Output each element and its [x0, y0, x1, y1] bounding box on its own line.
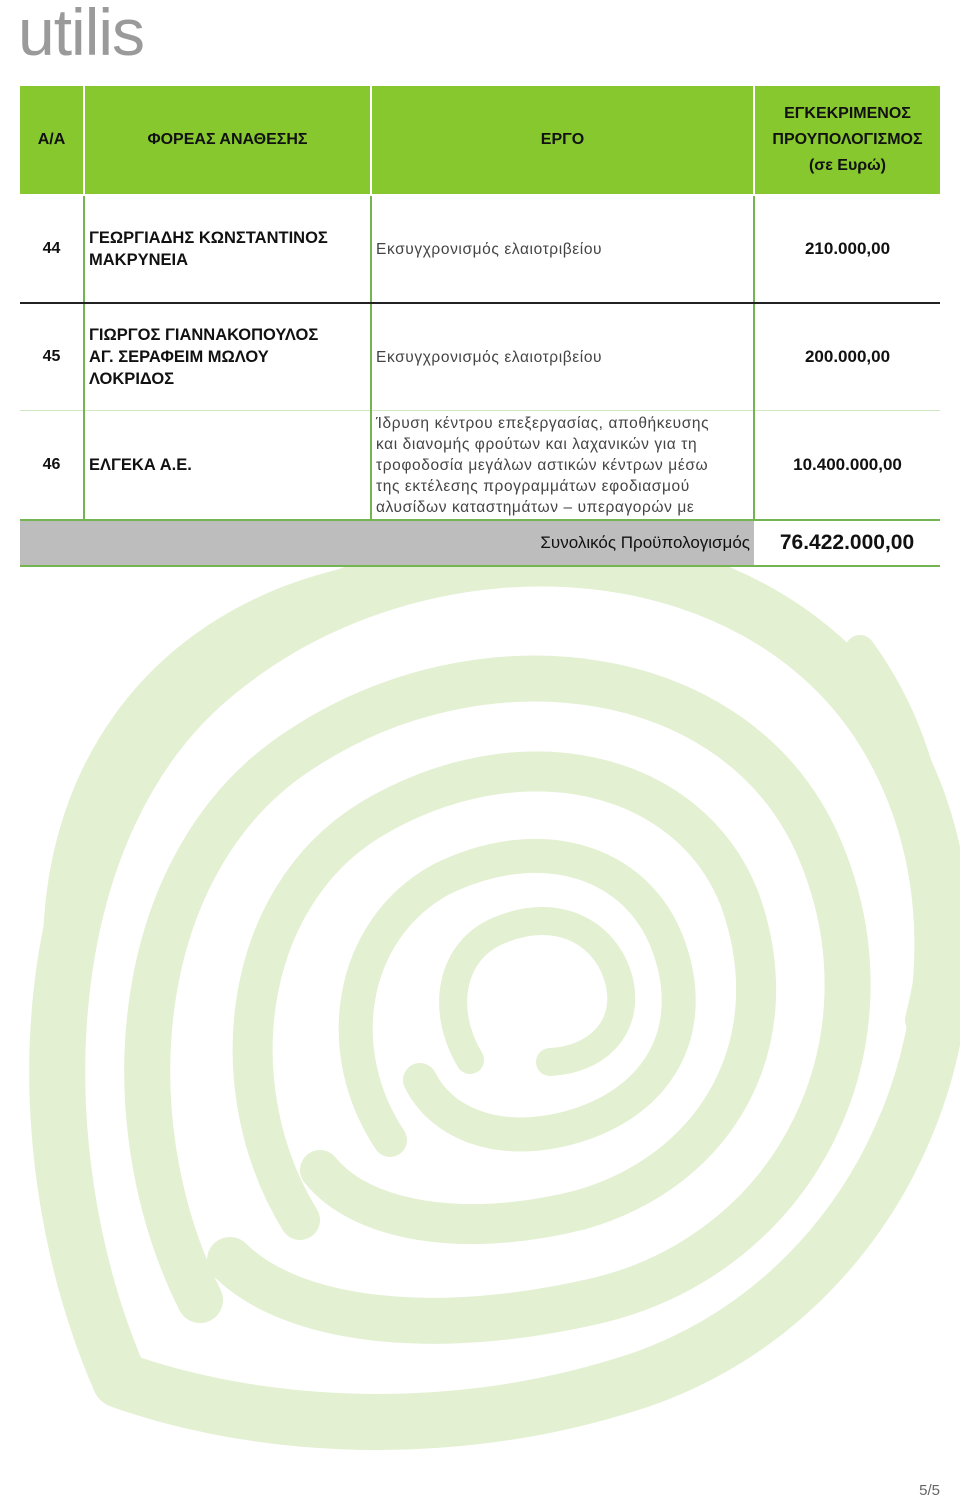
- row-number: 45: [20, 303, 84, 411]
- header-ergo: ΕΡΓΟ: [371, 86, 754, 195]
- ergo-line: αλυσίδων καταστημάτων – υπεραγορών με: [376, 498, 695, 516]
- foreas-cell: [84, 303, 371, 411]
- row-number: 46: [42, 456, 61, 473]
- header-budget-line1: ΕΓΚΕΚΡΙΜΕΝΟΣ: [784, 105, 911, 122]
- utilis-logo: utilis: [18, 0, 145, 69]
- total-value: 76.422.000,00: [754, 520, 940, 566]
- foreas-cell: [84, 195, 371, 303]
- foreas-line: ΓΙΩΡΓΟΣ ΓΙΑΝΝΑΚΟΠΟΥΛΟΣ: [89, 326, 319, 344]
- header-foreas: ΦΟΡΕΑΣ ΑΝΑΘΕΣΗΣ: [84, 86, 371, 195]
- total-row: [20, 520, 940, 566]
- amount-cell: 210.000,00: [754, 195, 940, 303]
- ergo-line: τροφοδοσία μεγάλων αστικών κέντρων μέσω: [376, 456, 709, 474]
- header-budget-line3: (σε Ευρώ): [808, 157, 887, 174]
- amount-cell: 200.000,00: [754, 303, 940, 411]
- header-aa: Α/Α: [20, 86, 84, 195]
- ergo-cell: Εκσυγχρονισμός ελαιοτριβείου: [371, 195, 754, 303]
- ergo-line: Ίδρυση κέντρου επεξεργασίας, αποθήκευσης: [376, 414, 710, 432]
- header-budget-line2: ΠΡΟΥΠΟΛΟΓΙΣΜΟΣ: [772, 131, 923, 148]
- amount-cell: 10.400.000,00: [754, 411, 940, 521]
- foreas-line: ΛΟΚΡΙΔΟΣ: [89, 370, 175, 388]
- ergo-line: και διανομής φρούτων και λαχανικών για τη: [376, 435, 698, 453]
- foreas-line: ΓΕΩΡΓΙΑΔΗΣ ΚΩΝΣΤΑΝΤΙΝΟΣ: [89, 229, 328, 247]
- foreas-cell: ΕΛΓΕΚΑ Α.Ε.: [84, 411, 371, 521]
- table-header-row: [20, 86, 940, 195]
- ergo-line: της εκτέλεσης προγραμμάτων εφοδιασμού: [376, 477, 690, 495]
- table-row: [20, 303, 940, 411]
- ergo-cell: Εκσυγχρονισμός ελαιοτριβείου: [371, 303, 754, 411]
- header-budget: [754, 86, 940, 195]
- foreas-line: ΜΑΚΡΥΝΕΙΑ: [89, 251, 189, 269]
- total-label: Συνολικός Προϋπολογισμός: [20, 520, 754, 566]
- foreas-line: ΑΓ. ΣΕΡΑΦΕΙΜ ΜΩΛΟΥ: [89, 348, 269, 366]
- table-row: [20, 411, 940, 521]
- table-row: [20, 195, 940, 303]
- row-number: 44: [20, 195, 84, 303]
- ergo-cell: [371, 411, 754, 521]
- page-number: 5/5: [919, 1482, 940, 1499]
- projects-table: [20, 86, 940, 567]
